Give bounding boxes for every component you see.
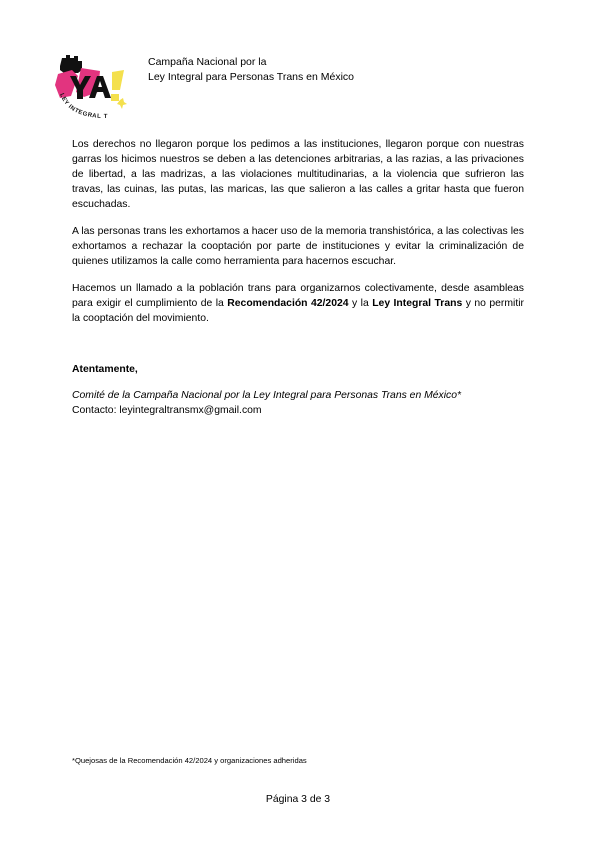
paragraph-1: Los derechos no llegaron porque los pedimos a las instituciones, llegaron porque con nuestras garras los hicimos nuestros se deben a las detenciones arbitrarias, a las razias, a las privaciones de libertad, a las madrizas, a las violaciones multitudinarias, a la violencia que sufrieron las travas, las cuinas, las putas, las maricas, las que salieron a las calles a gritar hasta que fueron escuchadas.: [72, 139, 524, 210]
regards: Atentamente,: [72, 364, 138, 375]
page-number: Página 3 de 3: [265, 794, 331, 805]
signature: Comité de la Campaña Nacional por la Ley Integral para Personas Trans en México*: [72, 390, 462, 401]
header-line-1: Campaña Nacional por la: [148, 56, 267, 68]
paragraph-3-part-2: y la: [348, 298, 373, 309]
ley-integral-trans-bold: Ley Integral Trans: [372, 298, 463, 309]
paragraph-3-part-1: Hacemos un llamado a la población trans para organizarnos colectivamente, desde asambleas para exigir el cumplimiento de la: [72, 283, 524, 309]
document-header: [148, 55, 354, 85]
ya-logo: [54, 52, 130, 122]
footnote: *Quejosas de la Recomendación 42/2024 y organizaciones adheridas: [72, 756, 307, 765]
contact-email: Contacto: leyintegraltransmx@gmail.com: [72, 405, 262, 416]
recomendacion-bold: Recomendación 42/2024: [227, 298, 349, 309]
logo-ring-text: LEY INTEGRAL T: [58, 92, 109, 121]
closing-block: [72, 362, 461, 418]
document-body: [72, 137, 524, 338]
header-line-2: Ley Integral para Personas Trans en México: [148, 71, 355, 83]
paragraph-2: A las personas trans les exhortamos a hacer uso de la memoria transhistórica, a las colectivas les exhortamos a rechazar la cooptación por parte de instituciones y evitar la criminalización de quienes utilizamos la calle como herramienta para hacernos escuchar.: [72, 226, 524, 267]
paragraph-3: [72, 281, 524, 326]
ya-logo-icon: [54, 52, 130, 122]
paragraph-3-part-3: y no permitir la cooptación del movimiento.: [72, 298, 524, 324]
